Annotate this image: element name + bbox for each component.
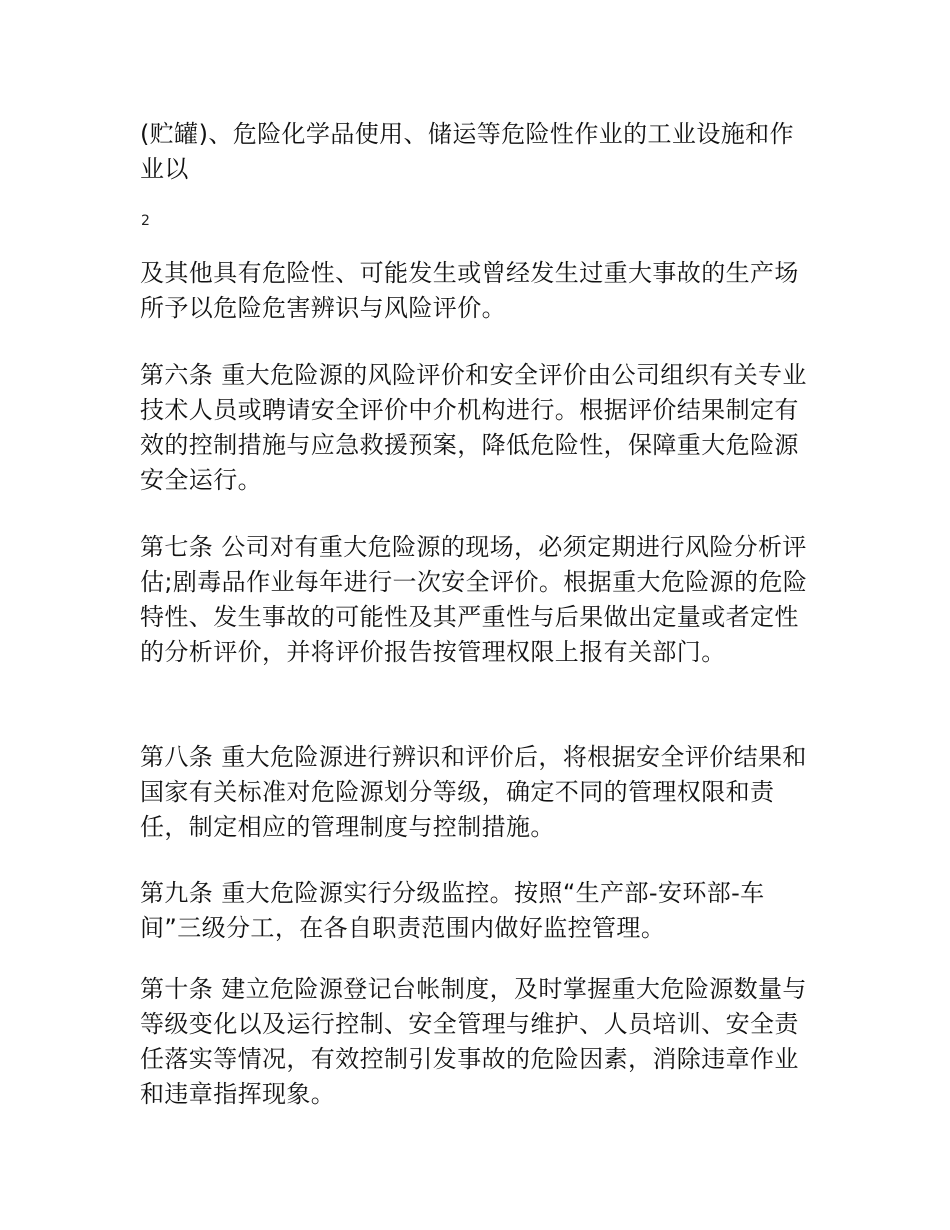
paragraph-continuation: (贮罐)、危险化学品使用、储运等危险性作业的工业设施和作业以 xyxy=(140,120,794,183)
article-9: 第九条 重大危险源实行分级监控。按照“生产部-安环部-车间”三级分工，在各自职责范围内做好监控管理。 xyxy=(140,879,765,942)
article-6: 第六条 重大危险源的风险评价和安全评价由公司组织有关专业技术人员或聘请安全评价中介机构进行。根据评价结果制定有效的控制措施与应急救援预案，降低危险性，保障重大危险源安全运行。 xyxy=(140,361,807,494)
article-8: 第八条 重大危险源进行辨识和评价后，将根据安全评价结果和国家有关标准对危险源划分等级，确定不同的管理权限和责任，制定相应的管理制度与控制措施。 xyxy=(140,743,807,841)
article-10: 第十条 建立危险源登记台帐制度，及时掌握重大危险源数量与等级变化以及运行控制、安全管理与维护、人员培训、安全责任落实等情况，有效控制引发事故的危险因素，消除违章作业和违章指挥现象。 xyxy=(140,975,807,1108)
paragraph-continuation-2: 及其他具有危险性、可能发生或曾经发生过重大事故的生产场所予以危险危害辨识与风险评价。 xyxy=(140,259,799,322)
page-number: 2 xyxy=(141,213,150,229)
article-7: 第七条 公司对有重大危险源的现场，必须定期进行风险分析评估;剧毒品作业每年进行一次安全评价。根据重大危险源的危险特性、发生事故的可能性及其严重性与后果做出定量或者定性的分析评价，并将评价报告按管理权限上报有关部门。 xyxy=(140,533,808,666)
